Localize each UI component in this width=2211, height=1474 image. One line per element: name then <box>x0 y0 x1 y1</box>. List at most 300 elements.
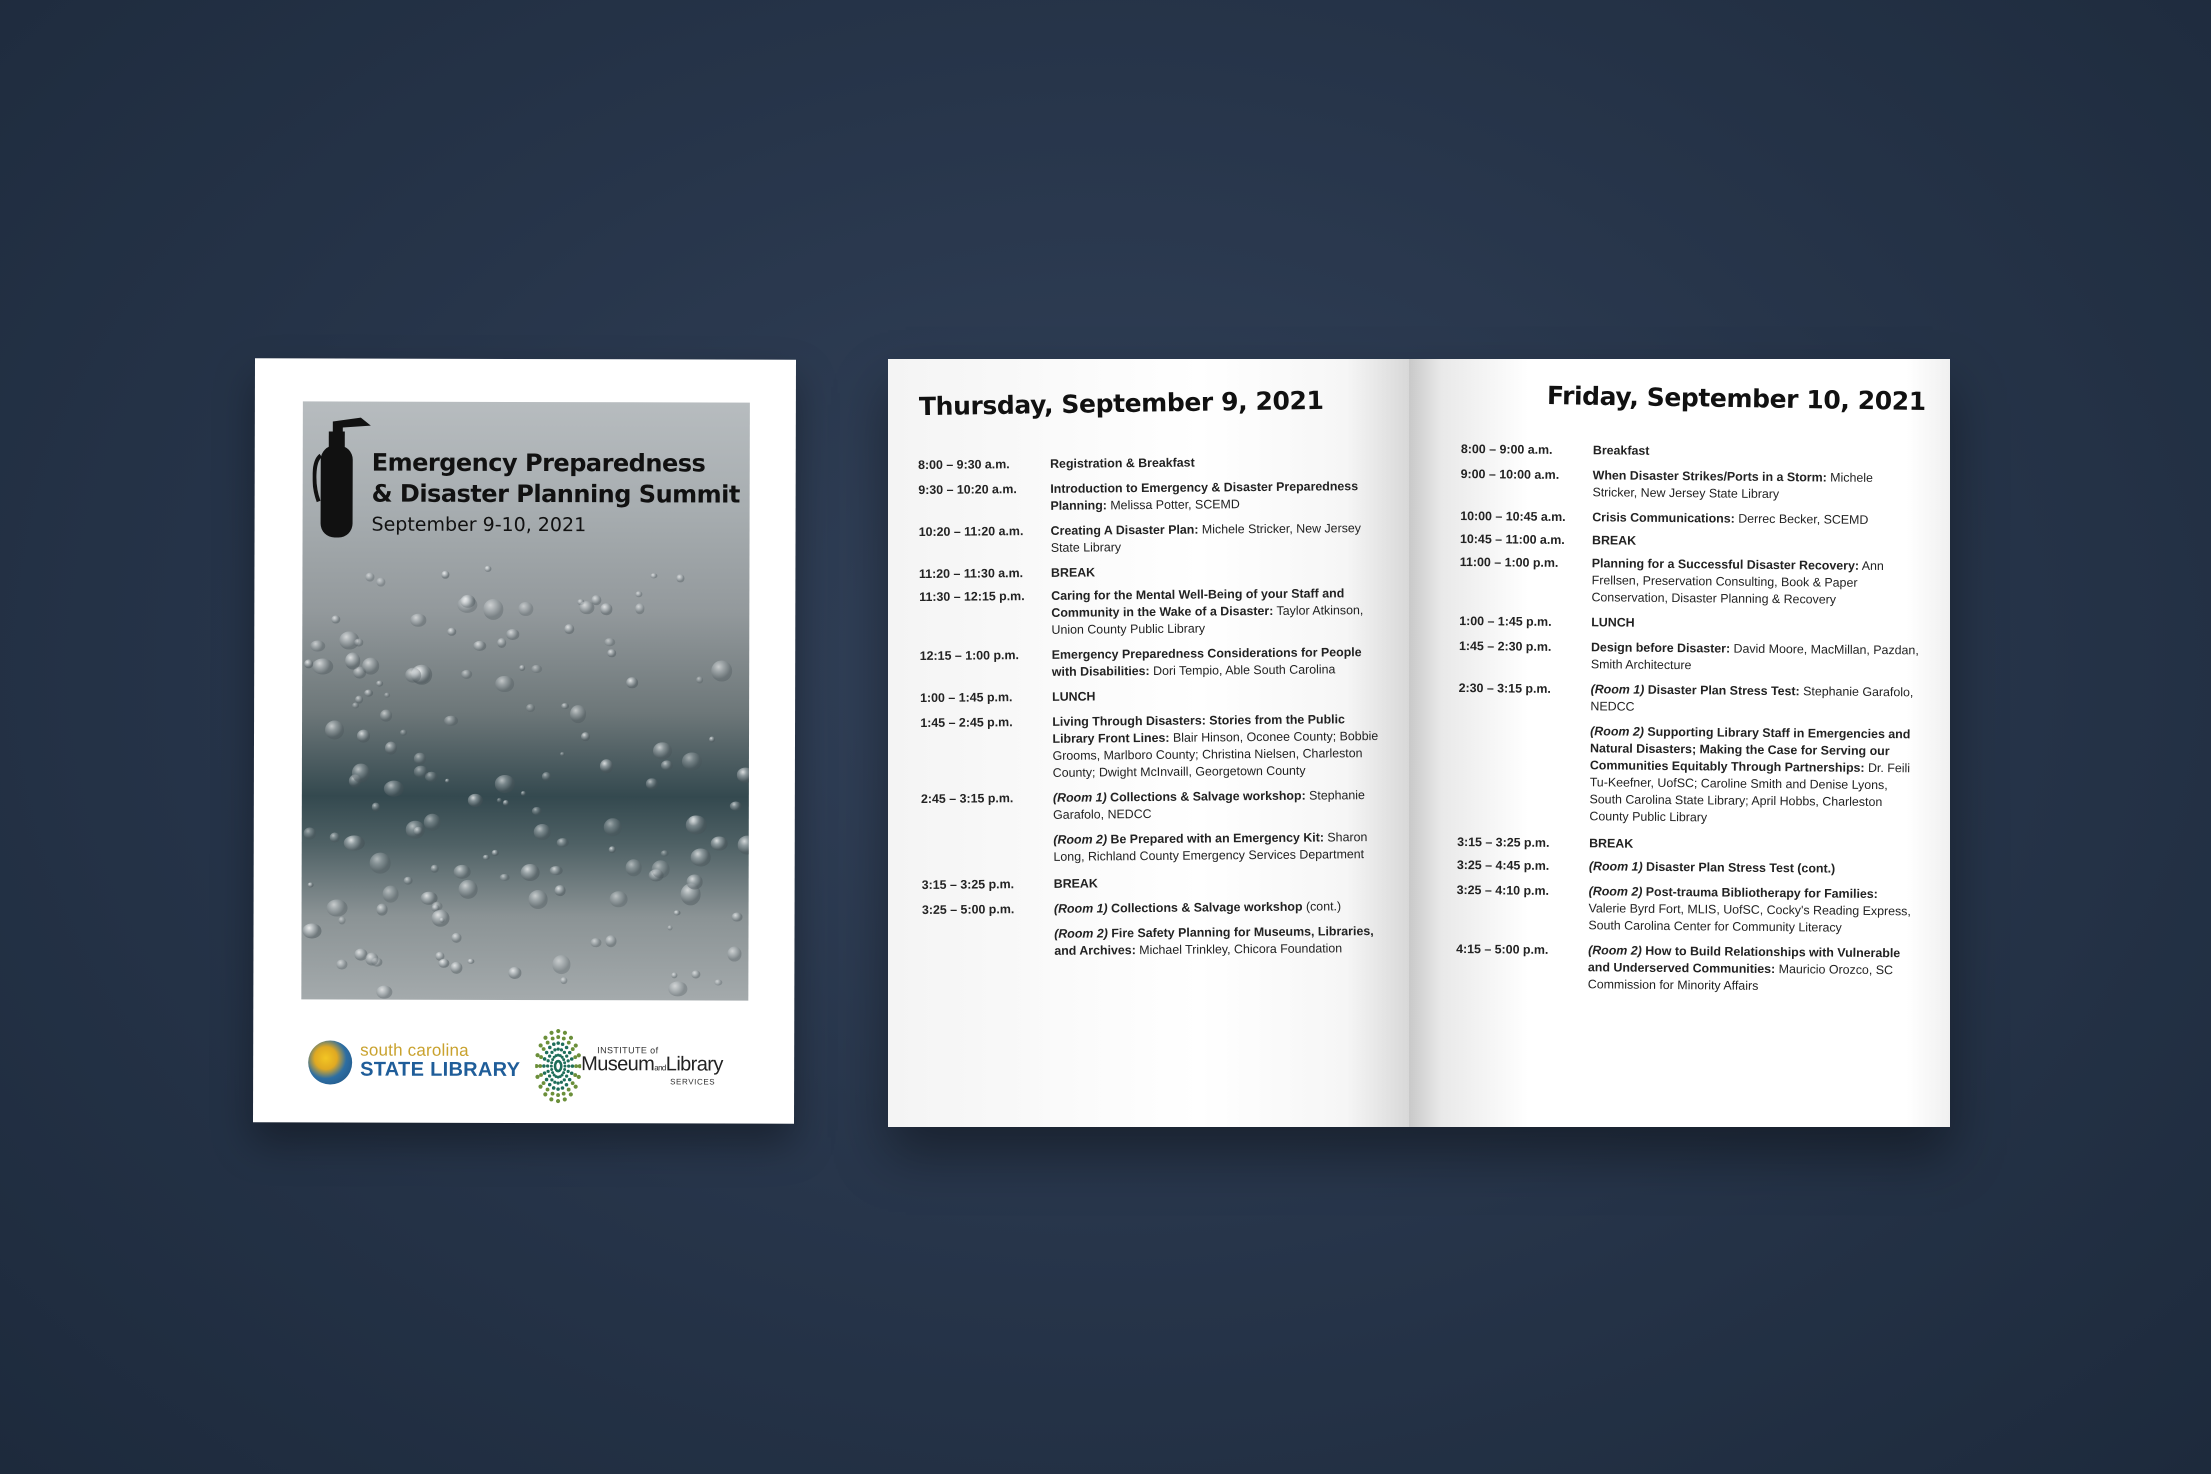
session-title: LUNCH <box>1052 689 1096 704</box>
session-time: 3:15 – 3:25 p.m. <box>1457 834 1550 850</box>
burst-dot <box>574 1085 578 1089</box>
cover-title-line2: & Disaster Planning Summit <box>371 479 740 509</box>
raindrop <box>686 874 703 889</box>
session-description <box>1054 898 1392 918</box>
session-time: 3:15 – 3:25 p.m. <box>921 877 1015 892</box>
session-title: BREAK <box>1591 533 1637 548</box>
burst-dot <box>548 1074 551 1077</box>
session-description <box>1591 639 1919 676</box>
raindrop <box>627 677 638 688</box>
session-description <box>1589 723 1918 828</box>
session-description <box>1052 644 1390 681</box>
burst-dot <box>543 1071 547 1075</box>
brochure-cover <box>253 358 796 1123</box>
imls-services-text: SERVICES <box>670 1077 716 1087</box>
raindrop <box>607 649 616 658</box>
sc-globe-icon <box>308 1040 352 1084</box>
raindrop <box>303 828 316 840</box>
burst-dot <box>550 1061 553 1064</box>
raindrop <box>668 981 688 996</box>
session-title: Registration & Breakfast <box>1050 455 1195 471</box>
schedule-row <box>1459 638 1919 676</box>
session-speaker: Sharon Long, Richland County Emergency Services Department <box>1053 830 1368 864</box>
burst-dot <box>538 1064 542 1068</box>
session-description <box>1051 585 1389 639</box>
session-title: Emergency Preparedness Considerations for People with Disabilities: <box>1051 645 1362 679</box>
session-title: Design before Disaster: <box>1590 640 1731 656</box>
raindrop <box>661 760 673 770</box>
burst-dot <box>562 1037 566 1041</box>
raindrop <box>561 703 569 709</box>
burst-dot <box>556 1029 560 1033</box>
raindrop <box>352 703 359 709</box>
burst-dot <box>562 1058 565 1061</box>
raindrop <box>712 661 733 682</box>
raindrop <box>327 899 348 917</box>
scsl-logo-bottom-text: STATE LIBRARY <box>360 1058 521 1081</box>
raindrop <box>635 603 645 613</box>
raindrop <box>600 759 613 773</box>
session-description <box>1050 478 1388 515</box>
raindrop <box>492 850 498 856</box>
burst-dot <box>535 1064 538 1068</box>
session-title: Supporting Library Staff in Emergencies and Natural Disasters; Making the Case for Serving our Communities Equitably Through Partnerships: <box>1589 724 1911 775</box>
burst-dot <box>538 1085 542 1089</box>
raindrop <box>626 860 642 877</box>
brochure-spread <box>888 359 1950 1127</box>
sc-state-library-logo <box>308 1038 521 1099</box>
schedule-row <box>1456 941 1916 996</box>
raindrop <box>534 824 551 840</box>
raindrop <box>364 689 374 697</box>
session-title: Post-trauma Bibliotherapy for Families: <box>1642 884 1878 902</box>
session-time: 1:45 – 2:30 p.m. <box>1458 638 1552 654</box>
raindrop <box>519 665 525 671</box>
session-time: 3:25 – 5:00 p.m. <box>921 902 1015 917</box>
raindrop <box>495 775 515 793</box>
raindrop <box>468 794 483 807</box>
burst-dot <box>543 1092 547 1096</box>
session-title: How to Build Relationships with Vulnerable and Underserved Communities: <box>1587 943 1901 977</box>
session-time: 1:00 – 1:45 p.m. <box>1459 613 1552 629</box>
session-title: Introduction to Emergency & Disaster Preparedness Planning: <box>1050 479 1359 513</box>
burst-dot <box>571 1064 575 1068</box>
raindrop <box>526 704 535 712</box>
cover-date: September 9-10, 2021 <box>371 513 587 537</box>
session-speaker: David Moore, MacMillan, Pazdan, Smith Architecture <box>1590 641 1919 673</box>
burst-dot <box>561 1086 565 1090</box>
raindrop <box>730 801 742 810</box>
raindrop <box>312 659 333 675</box>
raindrop <box>497 798 502 803</box>
session-description <box>1050 453 1388 473</box>
friday-schedule <box>1456 441 1921 1004</box>
raindrop <box>329 833 339 843</box>
raindrop <box>709 736 716 743</box>
imls-and: and <box>654 1063 666 1073</box>
fire-extinguisher-icon <box>313 415 373 539</box>
raindrop <box>355 695 363 703</box>
raindrop <box>690 849 710 866</box>
session-time: 10:45 – 11:00 a.m. <box>1459 531 1565 548</box>
scsl-logo-top-text: south carolina <box>360 1040 469 1060</box>
session-room: (Room 2) <box>1588 884 1643 899</box>
session-description <box>1591 555 1919 609</box>
raindrop <box>444 716 458 727</box>
burst-dot <box>546 1041 550 1045</box>
raindrop <box>410 614 426 626</box>
burst-dot <box>563 1065 566 1068</box>
session-title: When Disaster Strikes/Ports in a Storm: <box>1592 468 1827 485</box>
session-title: BREAK <box>1050 565 1096 580</box>
burst-dot <box>545 1078 549 1082</box>
burst-dot <box>567 1059 570 1062</box>
session-speaker: Derrec Becker, SCEMD <box>1734 511 1869 527</box>
raindrop <box>508 967 521 978</box>
raindrop <box>531 807 541 815</box>
session-title: Collections & Salvage workshop: <box>1106 788 1306 805</box>
session-description <box>1051 562 1389 582</box>
burst-dot <box>556 1087 560 1091</box>
raindrop <box>485 566 492 572</box>
raindrop <box>376 680 384 686</box>
session-description <box>1051 520 1389 557</box>
raindrop <box>352 763 370 782</box>
raindrop <box>552 955 571 974</box>
raindrop <box>521 864 540 881</box>
burst-dot <box>551 1037 555 1041</box>
burst-dot <box>570 1057 574 1061</box>
imls-logo <box>535 1027 745 1108</box>
session-title: Disaster Plan Stress Test: <box>1644 682 1800 699</box>
burst-dot <box>567 1041 571 1045</box>
burst-dot <box>571 1047 575 1051</box>
session-time: 3:25 – 4:45 p.m. <box>1456 857 1550 873</box>
raindrop <box>506 629 520 640</box>
imls-institute-text: INSTITUTE of <box>597 1045 659 1056</box>
burst-dot <box>542 1047 546 1051</box>
session-time: 10:20 – 11:20 a.m. <box>918 524 1024 539</box>
raindrop <box>682 752 702 770</box>
session-room: (Room 1) <box>1588 859 1643 874</box>
schedule-row <box>919 520 1389 558</box>
raindrop <box>555 885 566 895</box>
session-description <box>1588 883 1916 937</box>
raindrop <box>381 710 392 722</box>
session-speaker: Taylor Atkinson, Union County Public Library <box>1051 603 1364 637</box>
raindrop <box>497 638 506 648</box>
schedule-row <box>1458 680 1918 718</box>
raindrop <box>423 813 441 831</box>
raindrop <box>354 639 364 647</box>
burst-dot <box>550 1065 553 1068</box>
raindrop <box>338 917 345 925</box>
schedule-row <box>919 585 1389 640</box>
session-description <box>1591 614 1919 634</box>
imls-name-text <box>581 1053 723 1076</box>
burst-dot <box>546 1088 550 1092</box>
raindrop <box>560 752 565 756</box>
burst-dot <box>565 1054 568 1057</box>
session-room: (Room 1) <box>1590 682 1645 697</box>
thursday-page <box>888 359 1409 1127</box>
raindrop <box>609 846 616 853</box>
schedule-row <box>919 562 1389 583</box>
raindrop <box>528 890 547 908</box>
burst-dot <box>574 1064 578 1068</box>
raindrop <box>591 938 602 948</box>
raindrop <box>376 985 392 998</box>
burst-dot <box>553 1048 556 1051</box>
session-time <box>1457 722 1590 825</box>
burst-dot <box>553 1081 556 1084</box>
raindrop <box>727 947 741 962</box>
raindrop <box>448 628 457 636</box>
raindrop <box>696 676 703 683</box>
schedule-row <box>1457 834 1917 855</box>
session-description <box>1592 509 1920 529</box>
session-description <box>1052 686 1390 706</box>
burst-dot <box>563 1068 566 1071</box>
raindrop <box>610 892 628 908</box>
session-description <box>1592 467 1920 504</box>
burst-dot <box>546 1064 549 1067</box>
imls-library: Library <box>665 1053 723 1076</box>
raindrop <box>345 653 361 670</box>
raindrop <box>457 597 477 613</box>
raindrop <box>371 803 380 812</box>
raindrop <box>400 729 407 735</box>
friday-page <box>1409 359 1950 1127</box>
raindrop <box>310 640 325 652</box>
raindrop <box>646 778 657 789</box>
raindrop <box>441 571 449 579</box>
schedule-row <box>921 829 1391 867</box>
session-time: 12:15 – 1:00 p.m. <box>919 648 1019 663</box>
burst-dot <box>563 1061 566 1064</box>
burst-dot <box>560 1063 563 1066</box>
raindrop <box>560 977 567 984</box>
burst-dot <box>550 1078 553 1081</box>
schedule-row <box>922 873 1392 894</box>
schedule-row <box>1456 882 1916 937</box>
raindrop <box>636 591 643 597</box>
raindrop <box>673 910 680 916</box>
session-room: (Room 2) <box>1053 832 1108 847</box>
raindrop <box>503 800 509 806</box>
burst-dot <box>563 1078 566 1081</box>
schedule-row <box>920 686 1390 707</box>
session-description <box>1589 835 1917 855</box>
session-speaker: Michele Stricker, New Jersey State Library <box>1592 470 1873 502</box>
burst-dot <box>560 1081 563 1084</box>
burst-dot <box>539 1073 543 1077</box>
session-title: Caring for the Mental Well-Being of your Staff and Community in the Wake of a Disaster: <box>1051 586 1345 620</box>
session-title: BREAK <box>1589 836 1634 851</box>
burst-dot <box>549 1097 553 1101</box>
raindrop <box>737 768 750 782</box>
raindrop <box>581 733 590 742</box>
burst-dot <box>569 1036 573 1040</box>
thursday-title: Thursday, September 9, 2021 <box>918 385 1324 422</box>
burst-dot <box>565 1074 568 1077</box>
raindrop <box>652 860 670 878</box>
raindrop <box>384 692 390 697</box>
raindrop <box>304 659 313 668</box>
burst-dot <box>551 1071 554 1074</box>
session-room: (Room 2) <box>1590 724 1644 739</box>
burst-dot <box>546 1070 549 1073</box>
session-room: (Room 2) <box>1588 943 1642 958</box>
raindrop <box>520 791 526 796</box>
burst-dot <box>551 1092 555 1096</box>
burst-dot <box>567 1064 570 1067</box>
raindrops <box>303 401 750 402</box>
raindrop <box>550 866 563 876</box>
raindrop <box>605 935 616 947</box>
session-speaker: Stephanie Garafolo, NEDCC <box>1053 788 1365 822</box>
burst-dot <box>574 1043 578 1047</box>
session-time: 2:45 – 3:15 p.m. <box>920 791 1014 806</box>
burst-dot <box>549 1031 553 1035</box>
session-time <box>922 926 1054 961</box>
session-time: 1:45 – 2:45 p.m. <box>920 715 1013 730</box>
raindrop <box>605 638 615 646</box>
raindrop <box>376 904 387 915</box>
session-title: Collections & Salvage workshop <box>1107 899 1303 916</box>
session-description <box>1053 829 1391 866</box>
raindrop <box>468 958 474 963</box>
raindrop <box>369 853 390 873</box>
raindrop <box>600 603 613 615</box>
burst-dot <box>552 1042 556 1046</box>
raindrop <box>405 668 421 683</box>
burst-dot <box>539 1055 543 1059</box>
burst-dot <box>556 1099 560 1103</box>
session-time: 11:00 – 1:00 p.m. <box>1459 554 1559 570</box>
burst-dot <box>543 1057 547 1061</box>
raindrop <box>454 864 471 878</box>
burst-dot <box>563 1051 566 1054</box>
burst-dot <box>550 1051 553 1054</box>
burst-dot <box>550 1068 553 1071</box>
session-speaker: Ann Frellsen, Preservation Consulting, Book & Paper Conservation, Disaster Planning & Recovery <box>1591 558 1884 607</box>
burst-dot <box>573 1073 577 1077</box>
raindrop <box>344 835 365 851</box>
session-speaker: (cont.) <box>1302 899 1342 914</box>
raindrop <box>580 601 594 614</box>
session-description <box>1054 873 1392 893</box>
raindrop <box>461 670 472 679</box>
raindrop <box>564 624 574 635</box>
schedule-row <box>1460 531 1920 552</box>
burst-dot <box>570 1071 574 1075</box>
raindrop <box>450 962 462 974</box>
raindrop <box>667 925 672 930</box>
thursday-schedule <box>918 453 1392 969</box>
raindrop <box>473 641 486 651</box>
session-title: Breakfast <box>1592 443 1650 458</box>
raindrop <box>438 958 449 967</box>
session-speaker: Dori Tempio, Able South Carolina <box>1149 662 1336 678</box>
raindrop <box>541 772 551 781</box>
raindrop <box>413 766 428 778</box>
session-title: BREAK <box>1053 876 1098 891</box>
burst-dot <box>568 1051 572 1055</box>
raindrop <box>557 838 569 847</box>
session-time: 11:30 – 12:15 p.m. <box>919 589 1025 604</box>
session-time: 1:00 – 1:45 p.m. <box>920 690 1013 705</box>
burst-dot <box>548 1083 552 1087</box>
raindrop <box>711 836 728 850</box>
raindrop <box>404 877 413 885</box>
schedule-row <box>918 478 1388 516</box>
burst-dot <box>561 1042 565 1046</box>
session-description <box>1593 442 1921 462</box>
burst-dot <box>542 1064 546 1068</box>
raindrop <box>445 779 450 783</box>
raindrop <box>671 973 677 979</box>
burst-dot <box>548 1046 552 1050</box>
raindrop <box>531 665 542 674</box>
schedule-row <box>920 711 1391 783</box>
schedule-row <box>1459 554 1919 609</box>
session-title: LUNCH <box>1591 615 1635 630</box>
cover-title-line1: Emergency Preparedness <box>371 448 706 478</box>
raindrop <box>495 675 513 692</box>
burst-dot <box>567 1070 570 1073</box>
session-time: 9:30 – 10:20 a.m. <box>918 482 1017 497</box>
raindrop <box>377 578 386 587</box>
raindrop <box>362 658 379 675</box>
raindrop <box>483 855 489 860</box>
session-title: Planning for a Successful Disaster Recovery: <box>1591 556 1860 573</box>
burst-dot <box>556 1041 560 1045</box>
raindrop <box>307 882 314 887</box>
raindrop <box>518 602 532 616</box>
raindrop <box>715 980 723 986</box>
raindrop <box>661 850 669 856</box>
session-title: Crisis Communications: <box>1592 510 1735 526</box>
raindrop <box>385 742 397 755</box>
raindrop <box>604 818 622 837</box>
raindrop <box>451 933 462 943</box>
raindrop <box>431 910 449 927</box>
burst-dot <box>545 1051 549 1055</box>
session-time: 9:00 – 10:00 a.m. <box>1460 466 1560 482</box>
raindrop <box>686 815 707 834</box>
burst-dot <box>535 1053 539 1057</box>
raindrop <box>356 729 370 742</box>
session-speaker: Stephanie Garafolo, NEDCC <box>1590 684 1914 714</box>
raindrop <box>325 720 344 739</box>
session-description <box>1589 858 1917 878</box>
raindrop <box>365 573 374 582</box>
raindrop <box>383 886 399 903</box>
session-time: 2:30 – 3:15 p.m. <box>1458 680 1551 696</box>
schedule-row <box>1460 466 1920 504</box>
burst-dot <box>539 1043 543 1047</box>
raindrop <box>332 615 341 623</box>
burst-dot <box>547 1059 550 1062</box>
raindrop <box>430 865 438 873</box>
burst-dot <box>573 1055 577 1059</box>
session-speaker: Melissa Potter, SCEMD <box>1106 497 1240 513</box>
schedule-row <box>1461 441 1921 462</box>
session-room: (Room 2) <box>1054 926 1108 941</box>
burst-dot <box>548 1054 551 1057</box>
schedule-row <box>918 453 1388 474</box>
